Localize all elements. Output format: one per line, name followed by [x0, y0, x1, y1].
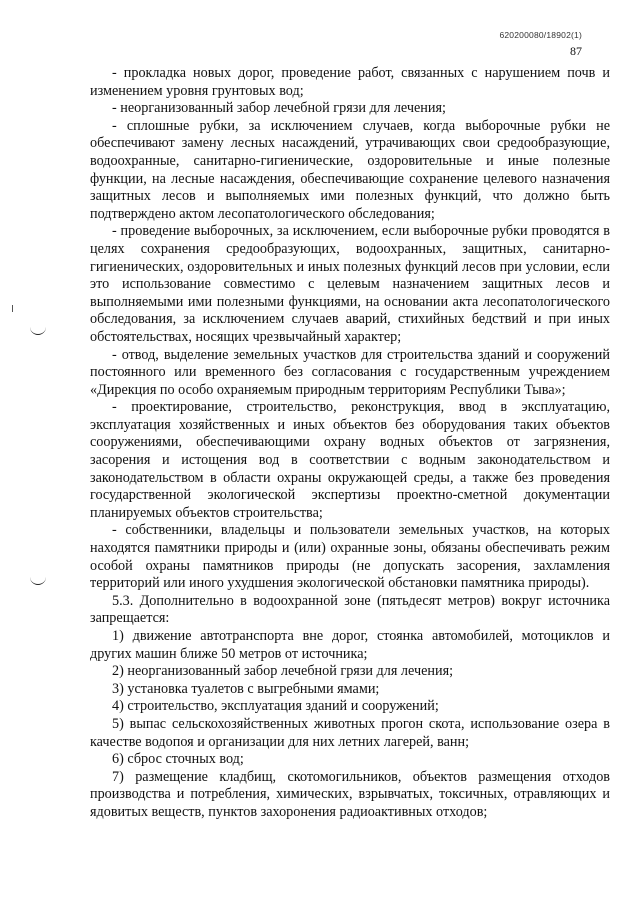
- margin-tick-mark: [12, 305, 13, 312]
- page-number: 87: [570, 44, 582, 58]
- paragraph: - проектирование, строительство, реконструкция, ввод в эксплуатацию, эксплуатация хозяйственных и иных объектов без оборудования таких объектов сооружениями, обеспечивающими охрану водных объектов от загрязнения, засорения и истощения вод в соответствии с водным законодательством и законодательством в области охраны окружающей среды, а также без проведения государственной экологической экспертизы проектно-сметной документации планируемых объектов строительства;: [90, 399, 610, 521]
- paragraph: - сплошные рубки, за исключением случаев, когда выборочные рубки не обеспечивают замену лесных насаждений, утрачивающих свои средообразующие, водоохранные, санитарно-гигиенические, оздоровительные и иные полезные функции, на лесные насаждения, обеспечивающие сохранение целевого назначения защитных лесов и выполняемых ими полезных функций, что должно быть подтверждено актом лесопатологического обследования;: [90, 117, 610, 222]
- document-id: 620200080/18902(1): [499, 30, 582, 40]
- list-item: 3) установка туалетов с выгребными ямами;: [112, 680, 380, 697]
- paragraph: - неорганизованный забор лечебной грязи для лечения;: [112, 100, 446, 117]
- margin-check-mark: [30, 576, 46, 585]
- list-item: 6) сброс сточных вод;: [112, 751, 244, 768]
- document-body: [90, 65, 610, 822]
- list-item: 5) выпас сельскохозяйственных животных прогон скота, использование озера в качестве водопоя и организации для них летних лагерей, ванн;: [90, 715, 610, 750]
- list-item: 4) строительство, эксплуатация зданий и сооружений;: [112, 698, 439, 715]
- paragraph: - проведение выборочных, за исключением, если выборочные рубки проводятся в целях сохранения средообразующих, водоохранных, защитных, санитарно-гигиенических, оздоровительных и иных полезных функций лесов при условии, если это использование совместимо с целевым назначением защитных лесов и выполняемыми ими полезными функциями, на основании акта лесопатологического обследования, за исключением случаев аварий, стихийных бедствий и при иных обстоятельствах, носящих чрезвычайный характер;: [90, 223, 610, 345]
- paragraph: - прокладка новых дорог, проведение работ, связанных с нарушением почв и изменением уровня грунтовых вод;: [90, 65, 610, 99]
- paragraph: - собственники, владельцы и пользователи земельных участков, на которых находятся памятники природы и (или) охранные зоны, обязаны обеспечивать режим особой охраны памятников природы (не допускать засорения, захламления территорий или иного ухудшения экологической обстановки памятника природы).: [90, 522, 610, 592]
- list-item: 2) неорганизованный забор лечебной грязи для лечения;: [112, 663, 454, 680]
- list-item: 7) размещение кладбищ, скотомогильников, объектов размещения отходов производства и потребления, химических, взрывчатых, токсичных, отравляющих и ядовитых веществ, пунктов захоронения радиоактивных отходов;: [90, 768, 610, 820]
- paragraph: - отвод, выделение земельных участков для строительства зданий и сооружений постоянного или временного без согласования с государственным учреждением «Дирекция по особо охраняемым природным территориям Республики Тыва»;: [90, 346, 610, 398]
- list-item: 1) движение автотранспорта вне дорог, стоянка автомобилей, мотоциклов и других машин ближе 50 метров от источника;: [90, 628, 610, 662]
- section-5-3-heading: 5.3. Дополнительно в водоохранной зоне (пятьдесят метров) вокруг источника запрещается:: [90, 592, 610, 627]
- margin-check-mark: [30, 326, 46, 335]
